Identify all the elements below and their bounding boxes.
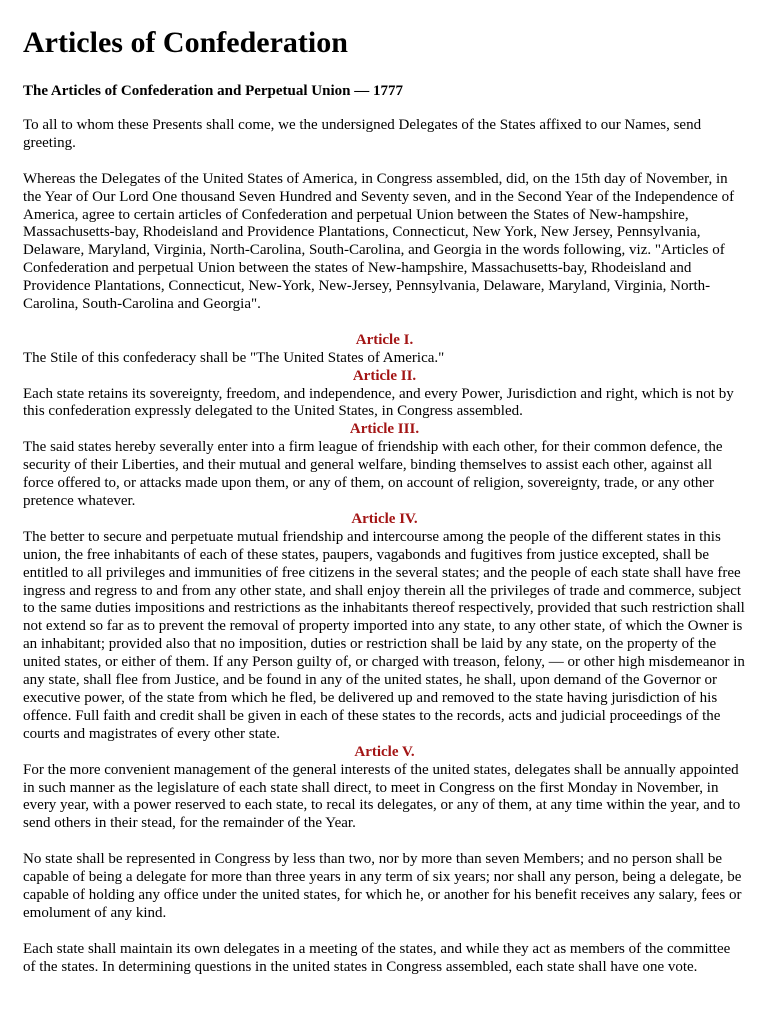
article-heading: Article III. — [349, 421, 420, 438]
articles-list — [23, 332, 746, 977]
article-paragraph: The Stile of this confederacy shall be "The United States of America." — [23, 349, 445, 366]
article-paragraph: The better to secure and perpetuate mutual friendship and intercourse among the people of the different states in this union, the free inhabitants of each of these states, paupers, vagabonds and fugitives from justice excepted, shall be entitled to all privileges and immunities of free citizens in the several states; and the people of each state shall have free ingress and regress to and from any other state, and shall enjoy therein all the privileges of trade and commerce, subject to the same duties impositions and restrictions as the inhabitants thereof respectively, provided that such restriction shall not extend so far as to prevent the removal of property imported into any state, to any other state, of which the Owner is an inhabitant; provided also that no imposition, duties or restriction shall be laid by any state, on the property of the united states, or either of them. If any Person guilty of, or charged with treason, felony, — or other high misdemeanor in any state, shall flee from Justice, and be found in any of the united states, he shall, upon demand of the Governor or executive power, of the state from which he fled, be delivered up and removed to the state having jurisdiction of his offence. Full faith and credit shall be given in each of these states to the records, acts and judicial proceedings of the courts and magistrates of every other state. — [23, 528, 745, 742]
article-paragraph: Each state retains its sovereignty, freedom, and independence, and every Power, Jurisdiction and right, which is not by this confederation expressly delegated to the United States, in Congress assembled. — [23, 385, 734, 420]
greeting-paragraph: To all to whom these Presents shall come, we the undersigned Delegates of the States affixed to our Names, send greeting. — [23, 117, 702, 151]
article-heading: Article I. — [355, 331, 414, 348]
article-heading: Article IV. — [351, 510, 418, 527]
article-heading: Article V. — [354, 743, 415, 760]
page-title: Articles of Confederation — [23, 26, 348, 59]
article-paragraph: For the more convenient management of the general interests of the united states, delegates shall be annually appointed in such manner as the legislature of each state shall direct, to meet in Congress on the first Monday in November, in every year, with a power reserved to each state, to recal its delegates, or any of them, at any time within the year, and to send others in their stead, for the remainder of the Year. — [23, 761, 741, 832]
document-subtitle: The Articles of Confederation and Perpetual Union — 1777 — [23, 83, 403, 99]
article-paragraph: The said states hereby severally enter into a firm league of friendship with each other, for their common defence, the security of their Liberties, and their mutual and general welfare, binding themselves to assist each other, against all force offered to, or attacks made upon them, or any of them, on account of religion, sovereignty, trade, or any other pretence whatever. — [23, 439, 723, 509]
whereas-paragraph: Whereas the Delegates of the United States of America, in Congress assembled, did, on the 15th day of November, in the Year of Our Lord One thousand Seven Hundred and Seventy seven, and in the Second Year of the Independence of America, agree to certain articles of Confederation and perpetual Union between the States of New-hampshire, Massachusetts-bay, Rhodeisland and Providence Plantations, Connecticut, New York, New Jersey, Pennsylvania, Delaware, Maryland, Virginia, North-Carolina, South-Carolina, and Georgia in the words following, viz. "Articles of Confederation and perpetual Union between the states of New-hampshire, Massachusetts-bay, Rhodeisland and Providence Plantations, Connecticut, New-York, New-Jersey, Pennsylvania, Delaware, Maryland, Virginia, North-Carolina, South-Carolina and Georgia". — [23, 170, 735, 313]
article-paragraph: No state shall be represented in Congress by less than two, nor by more than seven Members; and no person shall be capable of being a delegate for more than three years in any term of six years; nor shall any person, being a delegate, be capable of holding any office under the united states, for which he, or another for his benefit receives any salary, fees or emolument of any kind. — [23, 851, 742, 921]
article-heading: Article II. — [352, 367, 417, 384]
article-paragraph: Each state shall maintain its own delegates in a meeting of the states, and while they act as members of the committee of the states. In determining questions in the united states in Congress assembled, each state shall have one vote. — [23, 940, 731, 975]
